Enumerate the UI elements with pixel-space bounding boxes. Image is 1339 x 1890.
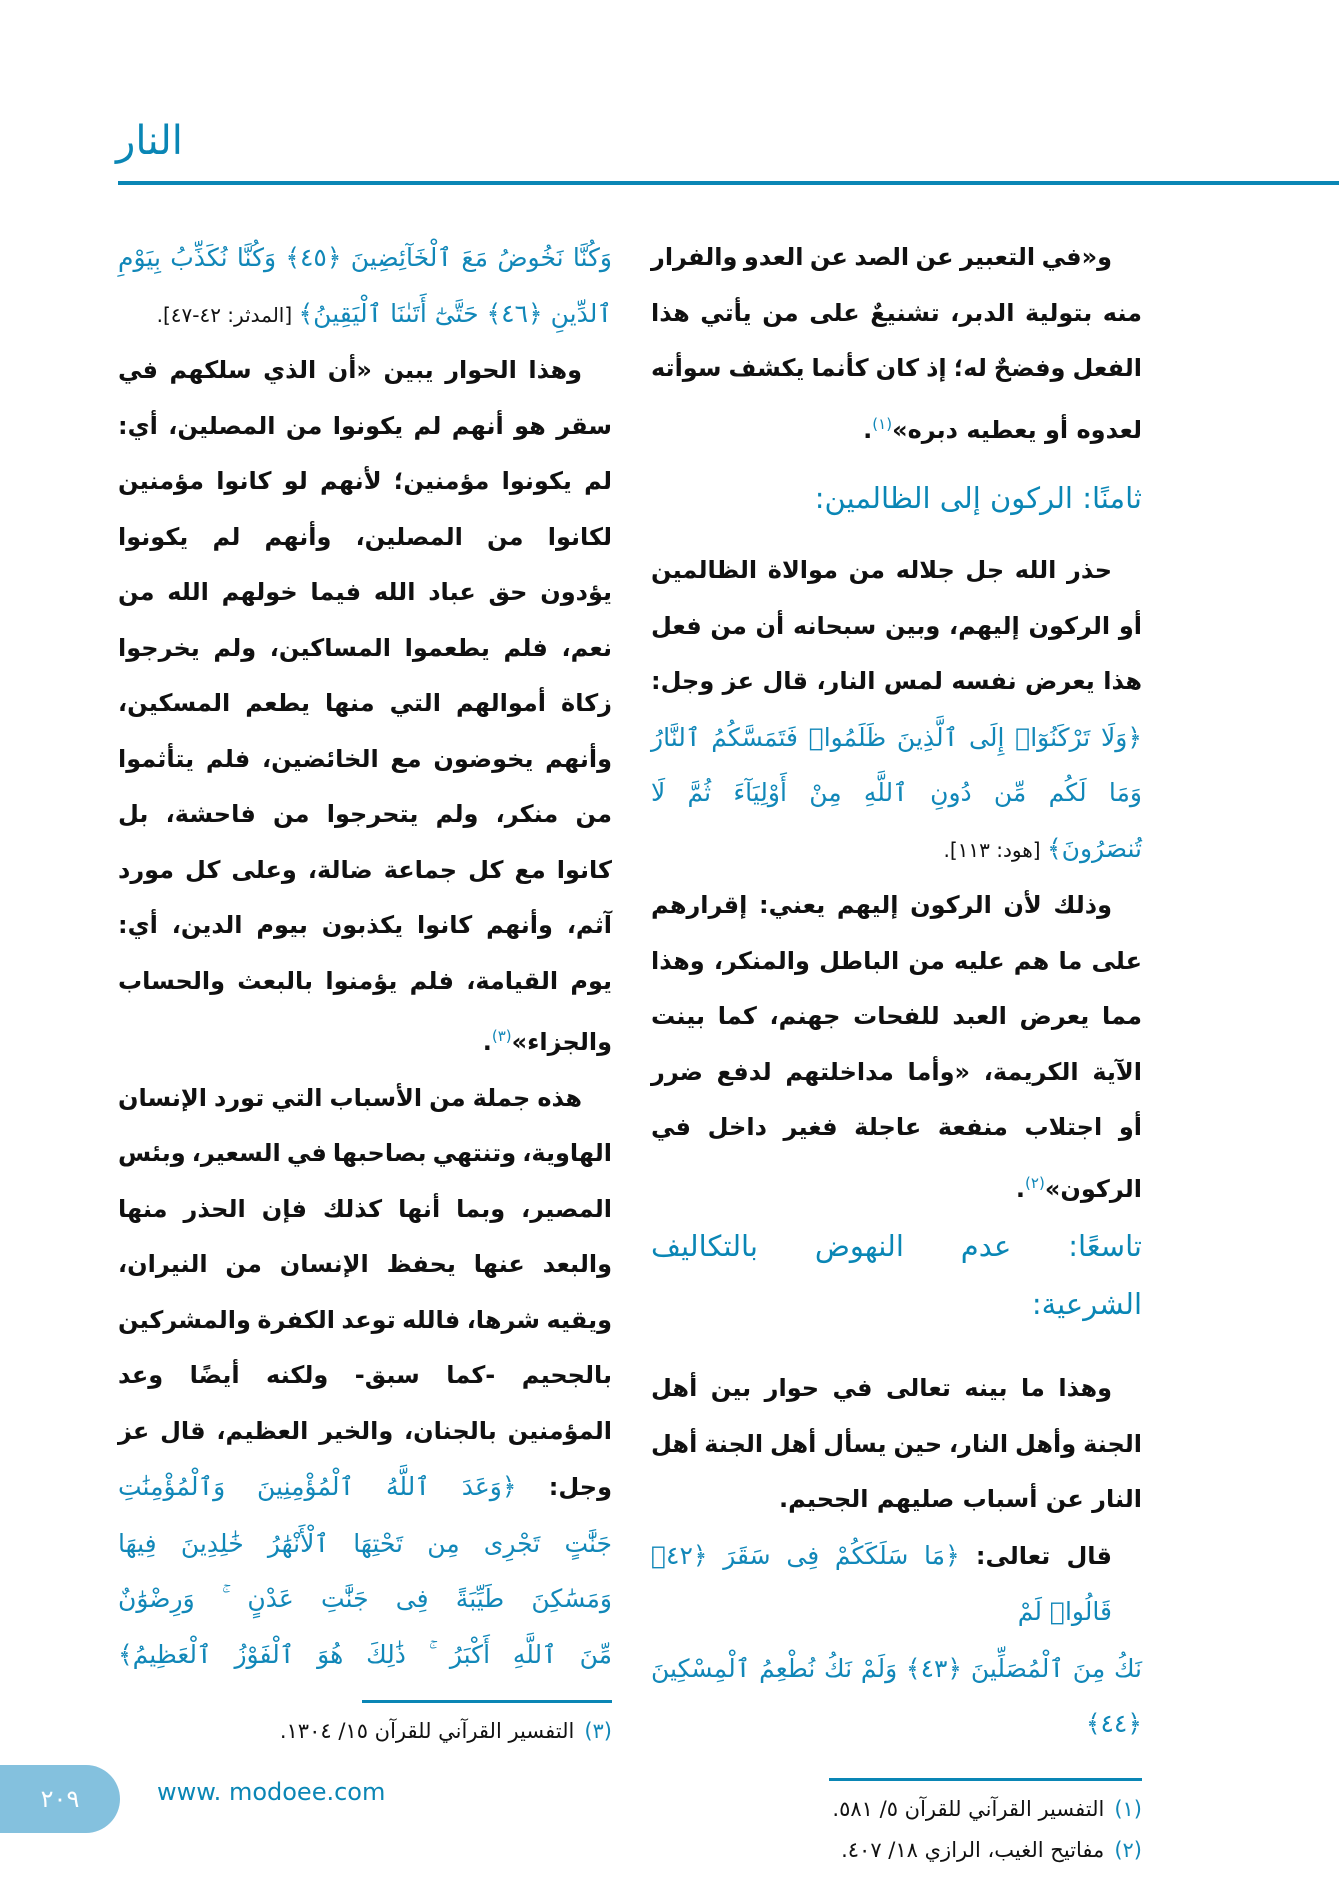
section-heading (651, 1217, 1142, 1361)
punctuation: . (863, 415, 873, 444)
footnotes (118, 1700, 612, 1752)
text-line: نعم، فلم يطعموا المساكين، ولم يخرجوا (118, 633, 612, 662)
text-line: المصير، وبما أنها كذلك فإن الحذر منها (118, 1194, 612, 1223)
text-line: أو الركون إليهم، وبين سبحانه أن من فعل (651, 611, 1142, 640)
quran-verse-line: وَكُنَّا نَخُوضُ مَعَ ٱلْخَآئِضِينَ ﴿٤٥﴾ وَكُنَّا نُكَذِّبُ بِيَوْمِ (118, 243, 612, 272)
text-line: الجنة وأهل النار، حين يسأل أهل الجنة أهل (651, 1429, 1142, 1458)
heading-line: تاسعًا: عدم النهوض بالتكاليف (651, 1229, 1142, 1263)
text-line: والبعد عنها يحفظ الإنسان من النيران، (118, 1250, 612, 1278)
punctuation: . (1015, 1174, 1026, 1203)
header-divider (118, 181, 1339, 185)
text-line: كانوا مع كل جماعة ضالة، وعلى كل مورد (118, 855, 612, 884)
text-line: أو اجتلاب منفعة عاجلة فغير داخل في (651, 1113, 1142, 1141)
text-line: لم يكونوا مؤمنين؛ لأنهم لو كانوا مؤمنين (118, 467, 612, 495)
footnote-ref[interactable]: (١) (872, 414, 893, 433)
footnote-number: (٢) (1114, 1837, 1142, 1862)
text-line (118, 1009, 612, 1071)
quran-fragment: ﴿وَعَدَ ٱللَّهُ ٱلْمُؤْمِنِينَ وَٱلْمُؤْمِنَٰتِ (118, 1472, 517, 1501)
page-number-badge: ٢٠٩ (0, 1765, 120, 1833)
text-line: وأنهم يخوضون مع الخائضين، فلم يتأثموا (118, 744, 612, 773)
footnote-divider (362, 1700, 612, 1703)
text-line: على ما هم عليه من الباطل والمنكر، وهذا (651, 946, 1142, 975)
footnote-number: (٣) (584, 1719, 612, 1743)
text-line: وذلك لأن الركون إليهم يعني: إقرارهم (651, 891, 1112, 919)
text-line: هذه جملة من الأسباب التي تورد الإنسان (118, 1083, 582, 1112)
quran-verse-line: مِّنَ ٱللَّهِ أَكْبَرُ ۚ ذَٰلِكَ هُوَ ٱلْفَوْزُ ٱلْعَظِيمُ﴾ (118, 1639, 612, 1669)
text-fragment: قال تعالى: (959, 1541, 1112, 1570)
text-line: لكانوا من المصلين، وأنهم لم يكونوا (118, 522, 612, 551)
verse-citation: [المدثر: ٤٢-٤٧]. (156, 302, 299, 327)
text-line (118, 1459, 612, 1516)
text-line: منه بتولية الدبر، تشنيعٌ على من يأتي هذا (651, 298, 1142, 327)
website-link[interactable]: www. modoee.com (157, 1778, 386, 1806)
text-line (651, 397, 1142, 459)
text-line: بالجحيم -كما سبق- ولكنه أيضًا وعد (118, 1361, 612, 1389)
text-line: الهاوية، وتنتهي بصاحبها في السعير، وبئس (118, 1139, 612, 1167)
text-fragment: لعدوه أو يعطيه دبره» (892, 415, 1142, 444)
footnote (118, 1711, 612, 1752)
text-line: حذر الله جل جلاله من موالاة الظالمين (651, 556, 1112, 584)
text-line: من منكر، ولم يتحرجوا من فاحشة، بل (118, 800, 612, 828)
quran-verse-line (118, 286, 612, 344)
verse-citation: [هود: ١١٣]. (943, 837, 1047, 862)
text-line: المؤمنين بالجنان، والخير العظيم، قال عز (118, 1416, 612, 1445)
running-header-title: النار (116, 118, 183, 164)
text-line: الفعل وفضحٌ له؛ إذ كان كأنما يكشف سوأته (651, 354, 1142, 382)
text-line (651, 1528, 1142, 1641)
text-line: النار عن أسباب صليهم الجحيم. (778, 1485, 1142, 1513)
text-line: ويقيه شرها، فالله توعد الكفرة والمشركين (118, 1305, 612, 1334)
text-fragment: وجل: (516, 1473, 612, 1501)
text-line: زكاة أموالهم التي منها يطعم المسكين، (118, 689, 612, 717)
text-line: وهذا الحوار يبين «أن الذي سلكهم في (118, 356, 582, 384)
footnote-divider (829, 1778, 1142, 1781)
quran-verse-line: وَمَسَٰكِنَ طَيِّبَةً فِى جَنَّٰتِ عَدْنٍ ۚ وَرِضْوَٰنٌ (118, 1584, 612, 1613)
text-fragment: الركون» (1044, 1174, 1142, 1203)
text-line: سقر هو أنهم لم يكونوا من المصلين، أي: (118, 411, 612, 440)
quran-verse-line: جَنَّٰتٍ تَجْرِى مِن تَحْتِهَا ٱلْأَنْهَٰرُ خَٰلِدِينَ فِيهَا (118, 1528, 612, 1558)
footnote-ref[interactable]: (٢) (1025, 1173, 1045, 1192)
quran-verse-line: نَكُ مِنَ ٱلْمُصَلِّينَ ﴿٤٣﴾ وَلَمْ نَكُ نُطْعِمُ ٱلْمِسْكِينَ ﴿٤٤﴾ (651, 1653, 1143, 1738)
quran-fragment: تُنصَرُونَ﴾ (1046, 833, 1142, 863)
section-heading: ثامنًا: الركون إلى الظالمين: (814, 481, 1142, 515)
quran-verse-line (651, 821, 1142, 879)
footnote-number: (١) (1114, 1796, 1142, 1821)
footnote-text: مفاتيح الغيب، الرازي ١٨/ ٤٠٧. (841, 1837, 1105, 1862)
text-line: وهذا ما بينه تعالى في حوار بين أهل (651, 1374, 1112, 1402)
quran-fragment: ٱلدِّينِ ﴿٤٦﴾ حَتَّىٰٓ أَتَىٰنَا ٱلْيَقِينُ﴾ (298, 298, 612, 328)
text-line (651, 1156, 1142, 1218)
text-line: و«في التعبير عن الصد عن العدو والفرار (651, 243, 1112, 271)
footnote-text: التفسير القرآني للقرآن ١٥/ ١٣٠٤. (279, 1719, 575, 1743)
text-line: يؤدون حق عباد الله فيما خولهم الله من (118, 578, 612, 606)
text-line: الآية الكريمة، «وأما مداخلتهم لدفع ضرر (651, 1057, 1142, 1086)
text-fragment: والجزاء» (511, 1028, 612, 1056)
footnote (651, 1789, 1142, 1830)
footnotes (651, 1778, 1142, 1871)
footnote-text: التفسير القرآني للقرآن ٥/ ٥٨١. (832, 1796, 1105, 1821)
quran-verse-line: ﴿وَلَا تَرْكَنُوٓا۟ إِلَى ٱلَّذِينَ ظَلَمُوا۟ فَتَمَسَّكُمُ ٱلنَّارُ (651, 722, 1142, 752)
right-column (651, 230, 1142, 1871)
footnote (651, 1830, 1142, 1871)
text-line: هذا يعرض نفسه لمس النار، قال عز وجل: (651, 667, 1142, 695)
quran-fragment: ﴿مَا سَلَكَكُمْ فِى سَقَرَ ﴿٤٢﴾ قَالُوا۟ لَمْ (651, 1540, 1112, 1626)
heading-line: الشرعية: (1031, 1287, 1142, 1321)
quran-verse-line: وَمَا لَكُم مِّن دُونِ ٱللَّهِ مِنْ أَوْلِيَآءَ ثُمَّ لَا (651, 778, 1142, 807)
footnote-ref[interactable]: (٣) (491, 1027, 512, 1045)
text-line: مما يعرض العبد للفحات جهنم، كما بينت (651, 1002, 1142, 1030)
punctuation: . (482, 1028, 492, 1056)
text-line: يوم القيامة، فلم يؤمنوا بالبعث والحساب (118, 966, 612, 995)
left-column (118, 230, 612, 1752)
text-line: آثم، وأنهم كانوا يكذبون بيوم الدين، أي: (118, 911, 612, 939)
